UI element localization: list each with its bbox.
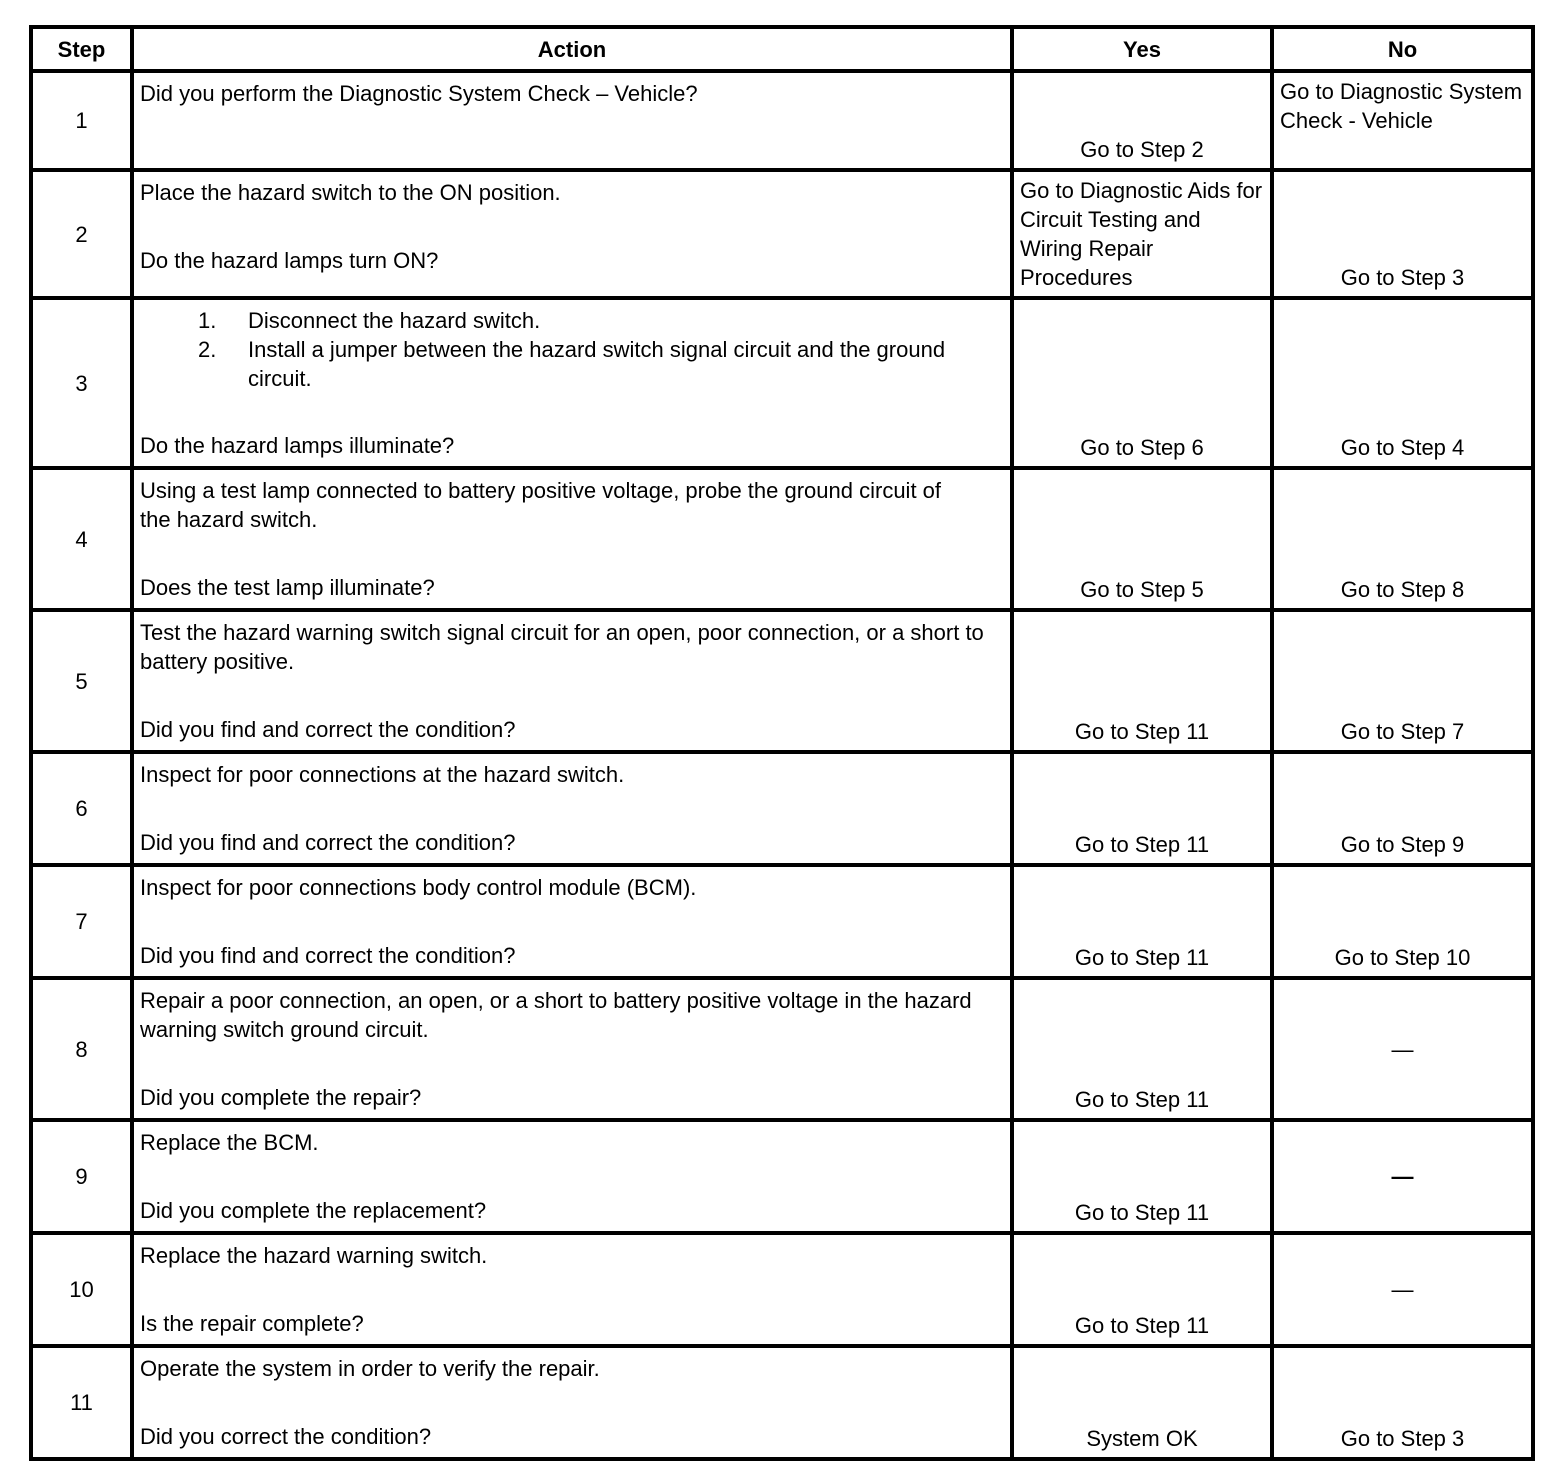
action-cell (132, 1120, 1012, 1233)
table-row (31, 1233, 1533, 1346)
yes-cell: Go to Step 6 (1012, 298, 1272, 468)
table-row (31, 170, 1533, 298)
no-cell: — (1272, 1233, 1533, 1346)
yes-cell: Go to Step 11 (1012, 1233, 1272, 1346)
action-cell (132, 170, 1012, 298)
step-number: 10 (31, 1233, 132, 1346)
yes-cell: Go to Diagnostic Aids for Circuit Testing and Wiring Repair Procedures (1012, 170, 1272, 298)
table-row (31, 71, 1533, 170)
yes-cell: Go to Step 11 (1012, 610, 1272, 752)
action-question: Did you correct the condition? (140, 1424, 432, 1449)
action-question: Did you find and correct the condition? (140, 943, 516, 968)
action-cell (132, 610, 1012, 752)
table-row (31, 1120, 1533, 1233)
action-instruction: Replace the BCM. (140, 1130, 319, 1155)
header-no: No (1272, 27, 1533, 71)
action-instruction: Replace the hazard warning switch. (140, 1243, 488, 1268)
action-question: Does the test lamp illuminate? (140, 575, 435, 600)
action-cell (132, 468, 1012, 610)
action-substeps (140, 306, 1004, 393)
step-number: 6 (31, 752, 132, 865)
diagnostic-table (29, 25, 1535, 1461)
yes-cell: System OK (1012, 1346, 1272, 1459)
table-row (31, 752, 1533, 865)
no-cell: Go to Step 4 (1272, 298, 1533, 468)
yes-cell: Go to Step 5 (1012, 468, 1272, 610)
no-cell: Go to Step 3 (1272, 1346, 1533, 1459)
table-row (31, 865, 1533, 978)
action-cell (132, 71, 1012, 170)
action-question: Did you complete the replacement? (140, 1198, 487, 1223)
action-instruction: Test the hazard warning switch signal circuit for an open, poor connection, or a short to battery positive. (140, 620, 984, 674)
table-row (31, 610, 1533, 752)
action-instruction: Place the hazard switch to the ON position. (140, 180, 561, 205)
step-number: 8 (31, 978, 132, 1120)
no-cell: Go to Diagnostic System Check - Vehicle (1272, 71, 1533, 170)
yes-cell: Go to Step 11 (1012, 865, 1272, 978)
step-number: 11 (31, 1346, 132, 1459)
header-action: Action (132, 27, 1012, 71)
action-question: Did you complete the repair? (140, 1085, 422, 1110)
action-question: Do the hazard lamps turn ON? (140, 248, 439, 273)
action-question: Is the repair complete? (140, 1311, 364, 1336)
step-number: 5 (31, 610, 132, 752)
table-row (31, 1346, 1533, 1459)
substep-item (198, 306, 1004, 335)
step-number: 9 (31, 1120, 132, 1233)
action-question: Did you find and correct the condition? (140, 717, 516, 742)
action-instruction: Inspect for poor connections at the hazard switch. (140, 762, 625, 787)
yes-cell: Go to Step 11 (1012, 978, 1272, 1120)
step-number: 1 (31, 71, 132, 170)
yes-cell: Go to Step 11 (1012, 752, 1272, 865)
action-question: Did you find and correct the condition? (140, 830, 516, 855)
action-instruction: Inspect for poor connections body control module (BCM). (140, 875, 697, 900)
no-cell: — (1272, 978, 1533, 1120)
no-cell: — (1272, 1120, 1533, 1233)
yes-cell: Go to Step 2 (1012, 71, 1272, 170)
no-cell: Go to Step 3 (1272, 170, 1533, 298)
action-cell (132, 865, 1012, 978)
substep-text: Install a jumper between the hazard switch signal circuit and the ground circuit. (248, 337, 946, 391)
action-cell (132, 298, 1012, 468)
header-step: Step (31, 27, 132, 71)
action-question: Do the hazard lamps illuminate? (140, 433, 455, 458)
substep-number: 2. (198, 337, 217, 362)
action-question: Did you perform the Diagnostic System Check – Vehicle? (140, 81, 698, 106)
step-number: 2 (31, 170, 132, 298)
action-instruction: Operate the system in order to verify the repair. (140, 1356, 600, 1381)
action-instruction: Repair a poor connection, an open, or a short to battery positive voltage in the hazard warning switch ground circuit. (140, 988, 972, 1042)
step-number: 7 (31, 865, 132, 978)
header-yes: Yes (1012, 27, 1272, 71)
action-cell (132, 1346, 1012, 1459)
action-instruction: Using a test lamp connected to battery positive voltage, probe the ground circuit of the hazard switch. (140, 478, 942, 532)
substep-item (198, 335, 1004, 393)
step-number: 4 (31, 468, 132, 610)
no-cell: Go to Step 10 (1272, 865, 1533, 978)
table-row (31, 468, 1533, 610)
step-number: 3 (31, 298, 132, 468)
table-row (31, 978, 1533, 1120)
no-cell: Go to Step 9 (1272, 752, 1533, 865)
action-cell (132, 978, 1012, 1120)
yes-cell: Go to Step 11 (1012, 1120, 1272, 1233)
no-cell: Go to Step 8 (1272, 468, 1533, 610)
substep-text: Disconnect the hazard switch. (248, 308, 541, 333)
table-row (31, 298, 1533, 468)
no-cell: Go to Step 7 (1272, 610, 1533, 752)
action-cell (132, 752, 1012, 865)
substep-number: 1. (198, 308, 217, 333)
table-header-row (31, 27, 1533, 71)
action-cell (132, 1233, 1012, 1346)
